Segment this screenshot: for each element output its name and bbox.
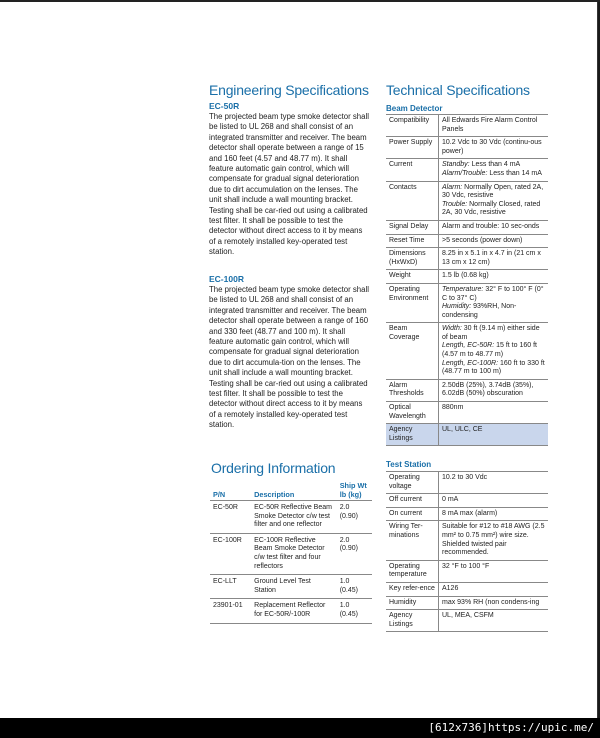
spec-value	[439, 402, 549, 424]
spec-value-label: Temperature:	[442, 285, 484, 293]
ordering-header-row	[210, 480, 372, 501]
spec-value-text: 8.25 in x 5.1 in x 4.7 in (21 cm x 13 cm x 12 cm)	[442, 250, 541, 266]
test-spec-row	[386, 472, 548, 494]
beam-spec-row	[386, 283, 548, 322]
spec-value-text: 30 ft (9.14 m) either side of beam	[442, 325, 540, 341]
test-spec-row	[386, 610, 548, 632]
spec-value-label: Length, EC-100R:	[442, 359, 499, 367]
spec-value	[439, 159, 549, 181]
spec-value	[439, 220, 549, 234]
beam-spec-row	[386, 323, 548, 380]
ordering-title: Ordering Information	[211, 460, 336, 476]
ordering-pn: EC-50R	[210, 501, 251, 534]
spec-value	[439, 596, 549, 610]
spec-label: Current	[386, 159, 439, 181]
spec-value-label: Alarm:	[442, 183, 463, 191]
spec-value-text: Less than 4 mA	[469, 161, 521, 169]
spec-value-text: 10.2 Vdc to 30 Vdc (continu-ous power)	[442, 139, 542, 155]
spec-value	[439, 424, 549, 446]
beam-spec-row	[386, 234, 548, 248]
spec-value	[439, 472, 549, 494]
spec-value	[439, 137, 549, 159]
spec-value-text: 0 mA	[442, 496, 459, 504]
spec-value	[439, 610, 549, 632]
spec-value-text: Suitable for #12 to #18 AWG (2.5 mm² to 0.75 mm²) wire size. Shielded twisted pair recommended.	[442, 523, 545, 557]
spec-value-text: 32 °F to 100 °F	[442, 562, 490, 570]
ordering-row	[210, 533, 372, 574]
spec-value-text: Alarm and trouble: 10 sec-onds	[442, 222, 540, 230]
spec-label: Agency Listings	[386, 610, 439, 632]
spec-label: Signal Delay	[386, 220, 439, 234]
beam-spec-row	[386, 181, 548, 220]
ordering-weight: 2.0 (0.90)	[337, 533, 372, 574]
spec-value-text: 880nm	[442, 404, 464, 412]
engineering-title: Engineering Specifications	[209, 82, 369, 98]
beam-spec-row	[386, 248, 548, 270]
spec-value	[439, 248, 549, 270]
header-pn: P/N	[210, 480, 251, 501]
spec-value-text: Less than 14 mA	[487, 169, 542, 177]
spec-value	[439, 521, 549, 560]
spec-value-label: Trouble:	[442, 200, 468, 208]
beam-spec-row	[386, 270, 548, 284]
spec-value-text: 1.5 lb (0.68 kg)	[442, 272, 489, 280]
header-ship-weight: Ship Wt lb (kg)	[337, 480, 372, 501]
spec-value-text: 160 ft to 330 ft (48.77 m to 100 m)	[442, 359, 545, 376]
spec-label: Compatibility	[386, 115, 439, 137]
spec-value-text: UL, MEA, CSFM	[442, 612, 494, 620]
spec-value-text: Normally Open, rated 2A, 30 Vdc, resistive	[442, 183, 544, 200]
test-spec-row	[386, 560, 548, 582]
beam-spec-row	[386, 402, 548, 424]
spec-label: Operating Environment	[386, 283, 439, 322]
beam-spec-row	[386, 115, 548, 137]
spec-value	[439, 270, 549, 284]
ordering-weight: 2.0 (0.90)	[337, 501, 372, 534]
ec100r-heading: EC-100R	[209, 274, 244, 284]
spec-value-text: All Edwards Fire Alarm Control Panels	[442, 117, 538, 133]
test-station-table	[386, 471, 548, 632]
spec-value-text: 2.50dB (25%), 3.74dB (35%), 6.02dB (50%) obscuration	[442, 381, 534, 398]
beam-spec-row	[386, 220, 548, 234]
spec-label: Humidity	[386, 596, 439, 610]
spec-value	[439, 283, 549, 322]
spec-value-text: UL, ULC, CE	[442, 426, 483, 434]
spec-label: Beam Coverage	[386, 323, 439, 380]
test-spec-row	[386, 596, 548, 610]
beam-spec-row	[386, 424, 548, 446]
ordering-weight: 1.0 (0.45)	[337, 599, 372, 623]
spec-value	[439, 379, 549, 401]
ec100r-text: The projected beam type smoke detector shall be listed to UL 268 and shall consist of an integrated transmitter and receiver. The beam detector shall operate between a range of 160 and 330 feet (48.77 and 100 m). It shall feature automatic gain control, which will compensate for gradual signal deterioration due to dirt accumula-tion on the lenses. The unit shall include a wall mounting bracket. Testing shall be car-ried out using a calibrated test filter. It shall be possible to test the detector without direct access to it by means of a remotely installed key-operated test station.	[209, 285, 369, 430]
spec-value	[439, 494, 549, 508]
beam-detector-heading: Beam Detector	[386, 104, 443, 113]
ordering-row	[210, 599, 372, 623]
beam-spec-row	[386, 137, 548, 159]
header-description: Description	[251, 480, 337, 501]
spec-label: Reset Time	[386, 234, 439, 248]
spec-value-text: max 93% RH (non condens-ing	[442, 598, 540, 606]
spec-label: Power Supply	[386, 137, 439, 159]
spec-label: Off current	[386, 494, 439, 508]
ordering-pn: EC-100R	[210, 533, 251, 574]
spec-label: Agency Listings	[386, 424, 439, 446]
spec-value-text: A126	[442, 584, 459, 592]
ordering-description: Replacement Reflector for EC-50R/-100R	[251, 599, 337, 623]
test-spec-row	[386, 507, 548, 521]
spec-value	[439, 507, 549, 521]
spec-label: Wiring Ter-minations	[386, 521, 439, 560]
test-spec-row	[386, 521, 548, 560]
spec-value	[439, 234, 549, 248]
spec-value	[439, 560, 549, 582]
ordering-weight: 1.0 (0.45)	[337, 575, 372, 599]
spec-label: Contacts	[386, 181, 439, 220]
spec-value-text: 10.2 to 30 Vdc	[442, 474, 488, 481]
beam-spec-row	[386, 159, 548, 181]
beam-spec-row	[386, 379, 548, 401]
spec-value-label: Humidity:	[442, 303, 472, 311]
spec-label: Operating temperature	[386, 560, 439, 582]
spec-label: Dimensions (HxWxD)	[386, 248, 439, 270]
spec-value-text: >5 seconds (power down)	[442, 236, 523, 244]
ordering-table	[210, 480, 372, 624]
top-border	[0, 0, 600, 2]
ordering-description: Ground Level Test Station	[251, 575, 337, 599]
spec-value-text: 32° F to 100° F (0° C to 37° C)	[442, 285, 544, 302]
ordering-description: EC-50R Reflective Beam Smoke Detector c/w test filter and one reflector	[251, 501, 337, 534]
spec-value-text: Normally Closed, rated 2A, 30 Vdc, resistive	[442, 200, 541, 217]
spec-value-text: 93%RH, Non-condensing	[442, 303, 517, 319]
spec-label: Key refer-ence	[386, 582, 439, 596]
spec-label: Weight	[386, 270, 439, 284]
spec-value-text: 15 ft to 160 ft (4.57 m to 48.77 m)	[442, 342, 537, 359]
spec-value	[439, 115, 549, 137]
spec-value	[439, 323, 549, 380]
ec50r-heading: EC-50R	[209, 101, 240, 111]
spec-value-label: Length, EC-50R:	[442, 342, 495, 350]
ordering-description: EC-100R Reflective Beam Smoke Detector c/w test filter and four reflectors	[251, 533, 337, 574]
spec-value-label: Alarm/Trouble:	[442, 169, 488, 177]
spec-label: Operating voltage	[386, 472, 439, 494]
ec50r-text: The projected beam type smoke detector shall be listed to UL 268 and shall consist of an integrated transmitter and receiver. The beam detector shall operate between a range of 15 and 160 feet (4.57 and 48.77 m). It shall feature automatic gain control, which will compensate for gradual signal deterioration due to dirt accumulation on the lenses. The unit shall include a wall mounting bracket. Testing shall be car-ried out using a calibrated test filter. It shall be possible to test the detector without direct access to it by means of a remotely installed key-operated test station.	[209, 112, 369, 257]
image-host-label: [612x736]https://upic.me/	[428, 721, 594, 734]
ordering-row	[210, 501, 372, 534]
beam-detector-table	[386, 114, 548, 446]
technical-title: Technical Specifications	[386, 82, 530, 98]
test-station-heading: Test Station	[386, 460, 432, 469]
spec-value-label: Standby:	[442, 161, 470, 169]
ordering-pn: 23901-01	[210, 599, 251, 623]
spec-label: Alarm Thresholds	[386, 379, 439, 401]
spec-value	[439, 582, 549, 596]
ordering-row	[210, 575, 372, 599]
test-spec-row	[386, 494, 548, 508]
spec-label: On current	[386, 507, 439, 521]
spec-value-label: Width:	[442, 325, 462, 333]
spec-label: Optical Wavelength	[386, 402, 439, 424]
ordering-pn: EC-LLT	[210, 575, 251, 599]
test-spec-row	[386, 582, 548, 596]
spec-value-text: 8 mA max (alarm)	[442, 509, 498, 517]
spec-value	[439, 181, 549, 220]
